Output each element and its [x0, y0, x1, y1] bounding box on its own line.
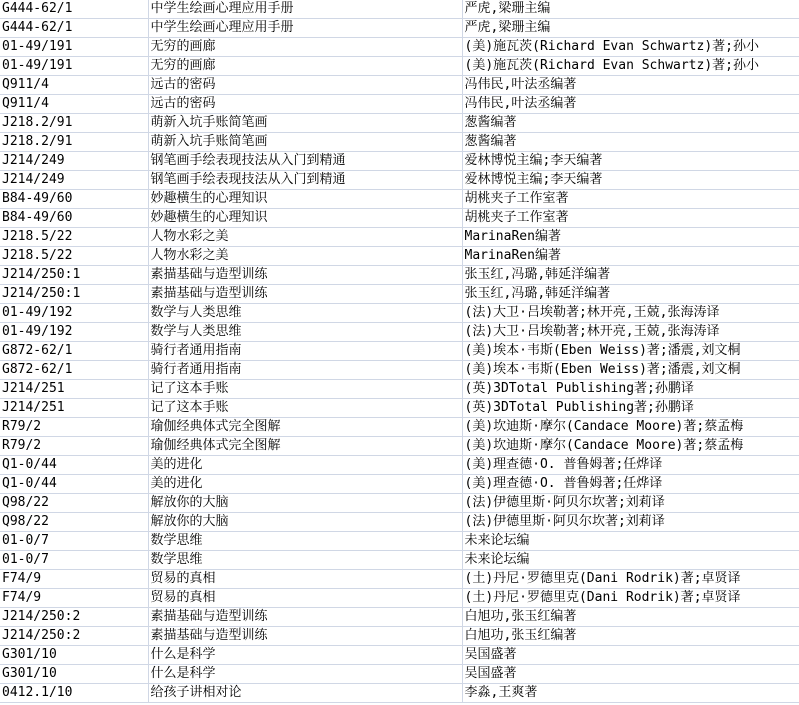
- call-number-cell[interactable]: J218.5/22: [0, 247, 148, 266]
- call-number-cell[interactable]: J214/250:2: [0, 627, 148, 646]
- title-cell[interactable]: 贸易的真相: [148, 589, 462, 608]
- author-cell[interactable]: (英)3DTotal Publishing著;孙鹏译: [462, 380, 799, 399]
- title-cell[interactable]: 数学与人类思维: [148, 304, 462, 323]
- author-cell[interactable]: MarinaRen编著: [462, 247, 799, 266]
- call-number-cell[interactable]: G444-62/1: [0, 0, 148, 19]
- title-cell[interactable]: 妙趣横生的心理知识: [148, 209, 462, 228]
- call-number-cell[interactable]: Q98/22: [0, 494, 148, 513]
- title-cell[interactable]: 数学思维: [148, 532, 462, 551]
- title-cell[interactable]: 瑜伽经典体式完全图解: [148, 418, 462, 437]
- author-cell[interactable]: (法)大卫·吕埃勒著;林开亮,王兢,张海涛译: [462, 323, 799, 342]
- table-row: [0, 323, 799, 342]
- table-row: [0, 114, 799, 133]
- call-number-cell[interactable]: 01-0/7: [0, 532, 148, 551]
- title-cell[interactable]: 中学生绘画心理应用手册: [148, 19, 462, 38]
- title-cell[interactable]: 钢笔画手绘表现技法从入门到精通: [148, 171, 462, 190]
- call-number-cell[interactable]: J214/250:1: [0, 285, 148, 304]
- author-cell[interactable]: 李淼,王爽著: [462, 684, 799, 703]
- call-number-cell[interactable]: 01-49/191: [0, 57, 148, 76]
- call-number-cell[interactable]: J218.2/91: [0, 133, 148, 152]
- table-row: [0, 361, 799, 380]
- title-cell[interactable]: 什么是科学: [148, 665, 462, 684]
- title-cell[interactable]: 钢笔画手绘表现技法从入门到精通: [148, 152, 462, 171]
- title-cell[interactable]: 给孩子讲相对论: [148, 684, 462, 703]
- call-number-cell[interactable]: Q911/4: [0, 95, 148, 114]
- author-cell[interactable]: 爱林博悦主编;李天编著: [462, 152, 799, 171]
- call-number-cell[interactable]: G872-62/1: [0, 342, 148, 361]
- table-row: [0, 266, 799, 285]
- table-row: [0, 589, 799, 608]
- title-cell[interactable]: 无穷的画廊: [148, 38, 462, 57]
- call-number-cell[interactable]: F74/9: [0, 589, 148, 608]
- author-cell[interactable]: 冯伟民,叶法丞编著: [462, 95, 799, 114]
- call-number-cell[interactable]: J214/250:1: [0, 266, 148, 285]
- call-number-cell[interactable]: G872-62/1: [0, 361, 148, 380]
- table-row: [0, 19, 799, 38]
- call-number-cell[interactable]: J214/249: [0, 171, 148, 190]
- call-number-cell[interactable]: G301/10: [0, 646, 148, 665]
- author-cell[interactable]: (法)伊德里斯·阿贝尔坎著;刘莉译: [462, 513, 799, 532]
- author-cell[interactable]: (土)丹尼·罗德里克(Dani Rodrik)著;卓贤译: [462, 570, 799, 589]
- author-cell[interactable]: MarinaRen编著: [462, 228, 799, 247]
- title-cell[interactable]: 数学与人类思维: [148, 323, 462, 342]
- table-row: [0, 95, 799, 114]
- author-cell[interactable]: (美)施瓦茨(Richard Evan Schwartz)著;孙小: [462, 38, 799, 57]
- call-number-cell[interactable]: Q911/4: [0, 76, 148, 95]
- table-row: [0, 171, 799, 190]
- table-row: [0, 380, 799, 399]
- title-cell[interactable]: 妙趣横生的心理知识: [148, 190, 462, 209]
- author-cell[interactable]: 严虎,梁珊主编: [462, 0, 799, 19]
- call-number-cell[interactable]: B84-49/60: [0, 190, 148, 209]
- call-number-cell[interactable]: Q1-0/44: [0, 475, 148, 494]
- title-cell[interactable]: 解放你的大脑: [148, 513, 462, 532]
- author-cell[interactable]: 白旭功,张玉红编著: [462, 627, 799, 646]
- call-number-cell[interactable]: F74/9: [0, 570, 148, 589]
- author-cell[interactable]: (美)埃本·韦斯(Eben Weiss)著;潘震,刘文桐: [462, 361, 799, 380]
- table-row: [0, 627, 799, 646]
- title-cell[interactable]: 记了这本手账: [148, 399, 462, 418]
- table-row: [0, 247, 799, 266]
- title-cell[interactable]: 无穷的画廊: [148, 57, 462, 76]
- table-row: [0, 608, 799, 627]
- title-cell[interactable]: 解放你的大脑: [148, 494, 462, 513]
- call-number-cell[interactable]: 01-0/7: [0, 551, 148, 570]
- table-row: [0, 0, 799, 19]
- table-row: [0, 342, 799, 361]
- author-cell[interactable]: (美)坎迪斯·摩尔(Candace Moore)著;蔡孟梅: [462, 437, 799, 456]
- call-number-cell[interactable]: G301/10: [0, 665, 148, 684]
- author-cell[interactable]: 未来论坛编: [462, 551, 799, 570]
- author-cell[interactable]: 吴国盛著: [462, 646, 799, 665]
- table-row: [0, 551, 799, 570]
- title-cell[interactable]: 远古的密码: [148, 95, 462, 114]
- author-cell[interactable]: 未来论坛编: [462, 532, 799, 551]
- table-row: [0, 152, 799, 171]
- call-number-cell[interactable]: R79/2: [0, 418, 148, 437]
- call-number-cell[interactable]: R79/2: [0, 437, 148, 456]
- title-cell[interactable]: 美的进化: [148, 456, 462, 475]
- title-cell[interactable]: 素描基础与造型训练: [148, 285, 462, 304]
- author-cell[interactable]: (土)丹尼·罗德里克(Dani Rodrik)著;卓贤译: [462, 589, 799, 608]
- author-cell[interactable]: 张玉红,冯璐,韩延洋编著: [462, 285, 799, 304]
- call-number-cell[interactable]: 01-49/192: [0, 323, 148, 342]
- table-row: [0, 456, 799, 475]
- title-cell[interactable]: 素描基础与造型训练: [148, 627, 462, 646]
- table-row: [0, 399, 799, 418]
- author-cell[interactable]: 冯伟民,叶法丞编著: [462, 76, 799, 95]
- call-number-cell[interactable]: J214/249: [0, 152, 148, 171]
- author-cell[interactable]: (美)埃本·韦斯(Eben Weiss)著;潘震,刘文桐: [462, 342, 799, 361]
- call-number-cell[interactable]: J218.5/22: [0, 228, 148, 247]
- author-cell[interactable]: 严虎,梁珊主编: [462, 19, 799, 38]
- call-number-cell[interactable]: 01-49/191: [0, 38, 148, 57]
- call-number-cell[interactable]: G444-62/1: [0, 19, 148, 38]
- title-cell[interactable]: 美的进化: [148, 475, 462, 494]
- table-row: [0, 494, 799, 513]
- title-cell[interactable]: 骑行者通用指南: [148, 342, 462, 361]
- title-cell[interactable]: 记了这本手账: [148, 380, 462, 399]
- author-cell[interactable]: (美)理查德·O. 普鲁姆著;任烨译: [462, 475, 799, 494]
- title-cell[interactable]: 瑜伽经典体式完全图解: [148, 437, 462, 456]
- table-row: [0, 532, 799, 551]
- call-number-cell[interactable]: J214/251: [0, 380, 148, 399]
- title-cell[interactable]: 萌新入坑手账简笔画: [148, 133, 462, 152]
- table-row: [0, 570, 799, 589]
- call-number-cell[interactable]: J218.2/91: [0, 114, 148, 133]
- author-cell[interactable]: 吴国盛著: [462, 665, 799, 684]
- author-cell[interactable]: 胡桃夹子工作室著: [462, 190, 799, 209]
- table-row: [0, 76, 799, 95]
- title-cell[interactable]: 贸易的真相: [148, 570, 462, 589]
- title-cell[interactable]: 萌新入坑手账简笔画: [148, 114, 462, 133]
- table-row: [0, 304, 799, 323]
- author-cell[interactable]: 胡桃夹子工作室著: [462, 209, 799, 228]
- table-row: [0, 133, 799, 152]
- author-cell[interactable]: (法)大卫·吕埃勒著;林开亮,王兢,张海涛译: [462, 304, 799, 323]
- author-cell[interactable]: (美)坎迪斯·摩尔(Candace Moore)著;蔡孟梅: [462, 418, 799, 437]
- table-row: [0, 646, 799, 665]
- title-cell[interactable]: 骑行者通用指南: [148, 361, 462, 380]
- author-cell[interactable]: 葱酱编著: [462, 133, 799, 152]
- call-number-cell[interactable]: Q1-0/44: [0, 456, 148, 475]
- author-cell[interactable]: (法)伊德里斯·阿贝尔坎著;刘莉译: [462, 494, 799, 513]
- table-row: [0, 513, 799, 532]
- title-cell[interactable]: 素描基础与造型训练: [148, 608, 462, 627]
- author-cell[interactable]: 白旭功,张玉红编著: [462, 608, 799, 627]
- call-number-cell[interactable]: J214/251: [0, 399, 148, 418]
- call-number-cell[interactable]: B84-49/60: [0, 209, 148, 228]
- call-number-cell[interactable]: 01-49/192: [0, 304, 148, 323]
- author-cell[interactable]: 爱林博悦主编;李天编著: [462, 171, 799, 190]
- author-cell[interactable]: 葱酱编著: [462, 114, 799, 133]
- call-number-cell[interactable]: Q98/22: [0, 513, 148, 532]
- author-cell[interactable]: (美)施瓦茨(Richard Evan Schwartz)著;孙小: [462, 57, 799, 76]
- author-cell[interactable]: 张玉红,冯璐,韩延洋编著: [462, 266, 799, 285]
- author-cell[interactable]: (美)理查德·O. 普鲁姆著;任烨译: [462, 456, 799, 475]
- call-number-cell[interactable]: 0412.1/10: [0, 684, 148, 703]
- table-row: [0, 418, 799, 437]
- author-cell[interactable]: (英)3DTotal Publishing著;孙鹏译: [462, 399, 799, 418]
- table-row: [0, 38, 799, 57]
- title-cell[interactable]: 远古的密码: [148, 76, 462, 95]
- title-cell[interactable]: 数学思维: [148, 551, 462, 570]
- table-row: [0, 285, 799, 304]
- table-row: [0, 475, 799, 494]
- table-row: [0, 57, 799, 76]
- title-cell[interactable]: 人物水彩之美: [148, 228, 462, 247]
- title-cell[interactable]: 人物水彩之美: [148, 247, 462, 266]
- table-row: [0, 437, 799, 456]
- title-cell[interactable]: 中学生绘画心理应用手册: [148, 0, 462, 19]
- table-row: [0, 190, 799, 209]
- table-row: [0, 228, 799, 247]
- call-number-cell[interactable]: J214/250:2: [0, 608, 148, 627]
- title-cell[interactable]: 素描基础与造型训练: [148, 266, 462, 285]
- table-row: [0, 209, 799, 228]
- table-row: [0, 665, 799, 684]
- title-cell[interactable]: 什么是科学: [148, 646, 462, 665]
- table-row: [0, 684, 799, 703]
